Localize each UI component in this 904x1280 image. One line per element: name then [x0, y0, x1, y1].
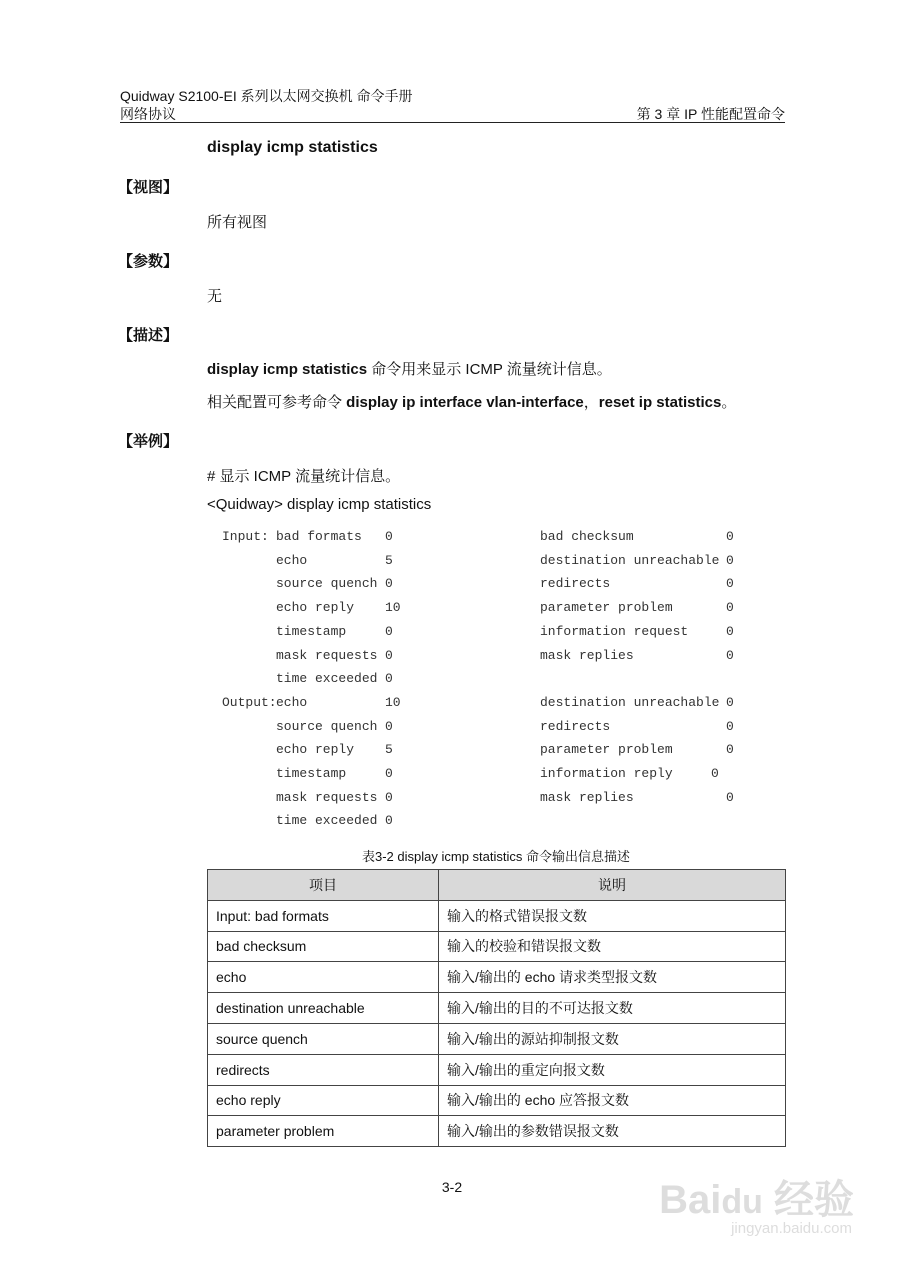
- related-command-2: reset ip statistics: [598, 394, 722, 411]
- table-row: [208, 900, 786, 931]
- cell-item: Input: bad formats: [208, 900, 439, 931]
- watermark-logo: Baidu 经验: [659, 1178, 854, 1222]
- output-stat-value: 0: [385, 623, 393, 639]
- output-stat-name: timestamp: [276, 766, 347, 781]
- output-stat-value: 0: [726, 694, 734, 710]
- output-section-label: Input:: [222, 529, 269, 544]
- output-stat-name: redirects: [540, 718, 611, 734]
- output-stat-value: 0: [385, 718, 393, 734]
- command-ref: display icmp statistics: [207, 361, 368, 378]
- cell-item: source quench: [208, 1023, 439, 1054]
- output-stat-value: 0: [726, 789, 734, 805]
- cell-item: parameter problem: [208, 1116, 439, 1147]
- example-prompt: <Quidway> display icmp statistics: [207, 496, 432, 513]
- table-row: [208, 1023, 786, 1054]
- output-stat-value: 0: [726, 623, 734, 639]
- output-stat-name: bad formats: [276, 529, 362, 544]
- output-stat-name: mask replies: [540, 647, 634, 663]
- output-stat-value: 0: [385, 813, 393, 829]
- output-stat-name: parameter problem: [540, 742, 673, 758]
- output-stat-value: 0: [726, 647, 734, 663]
- output-stat-value: 0: [385, 671, 393, 687]
- view-heading: 【视图】: [118, 179, 179, 196]
- chapter-title: 第 3 章 IP 性能配置命令: [636, 106, 785, 122]
- params-text: 无: [207, 288, 223, 305]
- output-stat-value: 5: [385, 552, 393, 568]
- output-stat-name: echo: [276, 552, 308, 568]
- cell-item: bad checksum: [208, 931, 439, 962]
- description-line-2: [207, 391, 736, 412]
- example-comment: # 显示 ICMP 流量统计信息。: [207, 468, 401, 485]
- table-caption: 表3-2 display icmp statistics 命令输出信息描述: [362, 849, 630, 864]
- page-number: 3-2: [441, 1179, 463, 1195]
- output-stat-name: time exceeded: [276, 813, 378, 829]
- command-title: display icmp statistics: [207, 139, 378, 156]
- cell-description: 输入的格式错误报文数: [439, 900, 786, 931]
- output-stat-value: 10: [385, 694, 401, 710]
- output-stat-name: bad checksum: [540, 529, 634, 544]
- output-stat-name: mask requests: [276, 789, 378, 805]
- section-title: 网络协议: [120, 106, 176, 122]
- cell-item: redirects: [208, 1054, 439, 1085]
- header-divider: [120, 122, 785, 123]
- output-stat-value: 0: [385, 766, 393, 781]
- cell-item: destination unreachable: [208, 993, 439, 1024]
- table-row: [208, 962, 786, 993]
- output-stat-value: 0: [726, 718, 734, 734]
- output-stat-value: 0: [385, 529, 393, 544]
- related-command-1: display ip interface vlan-interface: [346, 394, 584, 411]
- output-stat-value: 0: [726, 600, 734, 616]
- table-header-row: [208, 870, 786, 901]
- table-row: [208, 993, 786, 1024]
- output-stat-value: 0: [726, 576, 734, 592]
- cell-description: 输入/输出的重定向报文数: [439, 1054, 786, 1085]
- example-heading: 【举例】: [118, 433, 179, 450]
- column-header-item: 项目: [208, 870, 439, 901]
- cell-item: echo reply: [208, 1085, 439, 1116]
- cell-description: 输入/输出的目的不可达报文数: [439, 993, 786, 1024]
- separator: ，: [583, 394, 599, 411]
- output-stat-name: destination unreachable: [540, 694, 720, 710]
- output-stat-value: 0: [385, 647, 393, 663]
- cell-description: 输入/输出的 echo 请求类型报文数: [439, 962, 786, 993]
- output-stat-name: destination unreachable: [540, 552, 720, 568]
- description-heading: 【描述】: [118, 327, 179, 344]
- book-title: Quidway S2100-EI 系列以太网交换机 命令手册: [120, 88, 413, 104]
- related-text: 相关配置可参考命令: [207, 394, 347, 411]
- output-stat-value: 0: [385, 789, 393, 805]
- table-row: [208, 931, 786, 962]
- output-stat-value: 5: [385, 742, 393, 758]
- cell-description: 输入/输出的 echo 应答报文数: [439, 1085, 786, 1116]
- output-stat-name: mask replies: [540, 789, 634, 805]
- output-stat-value: 0: [385, 576, 393, 592]
- output-stat-name: time exceeded: [276, 671, 378, 687]
- cell-description: 输入/输出的源站抑制报文数: [439, 1023, 786, 1054]
- output-stat-name: information reply: [540, 766, 673, 781]
- table-row: [208, 1054, 786, 1085]
- description-text: 命令用来显示 ICMP 流量统计信息。: [367, 361, 612, 378]
- output-stat-name: source quench: [276, 576, 378, 592]
- description-line-1: [207, 358, 612, 379]
- output-stat-name: mask requests: [276, 647, 378, 663]
- output-stat-value: 10: [385, 600, 401, 616]
- output-stat-value: 0: [726, 742, 734, 758]
- params-heading: 【参数】: [118, 253, 179, 270]
- table-row: [208, 1116, 786, 1147]
- watermark-url: jingyan.baidu.com: [731, 1220, 852, 1237]
- column-header-description: 说明: [439, 870, 786, 901]
- output-description-table: [207, 869, 786, 1147]
- cell-description: 输入/输出的参数错误报文数: [439, 1116, 786, 1147]
- output-stat-value: 0: [726, 552, 734, 568]
- output-stat-name: information request: [540, 623, 689, 639]
- cell-item: echo: [208, 962, 439, 993]
- output-stat-name: parameter problem: [540, 600, 673, 616]
- output-stat-name: echo reply: [276, 600, 355, 616]
- period: 。: [721, 394, 737, 411]
- output-stat-value: 0: [726, 529, 734, 544]
- output-stat-value: 0: [711, 766, 719, 781]
- table-row: [208, 1085, 786, 1116]
- cell-description: 输入的校验和错误报文数: [439, 931, 786, 962]
- output-stat-name: redirects: [540, 576, 611, 592]
- output-stat-name: timestamp: [276, 623, 347, 639]
- output-stat-name: echo: [276, 694, 308, 710]
- output-section-label: Output:: [222, 694, 277, 710]
- view-text: 所有视图: [207, 214, 268, 231]
- output-stat-name: source quench: [276, 718, 378, 734]
- output-stat-name: echo reply: [276, 742, 355, 758]
